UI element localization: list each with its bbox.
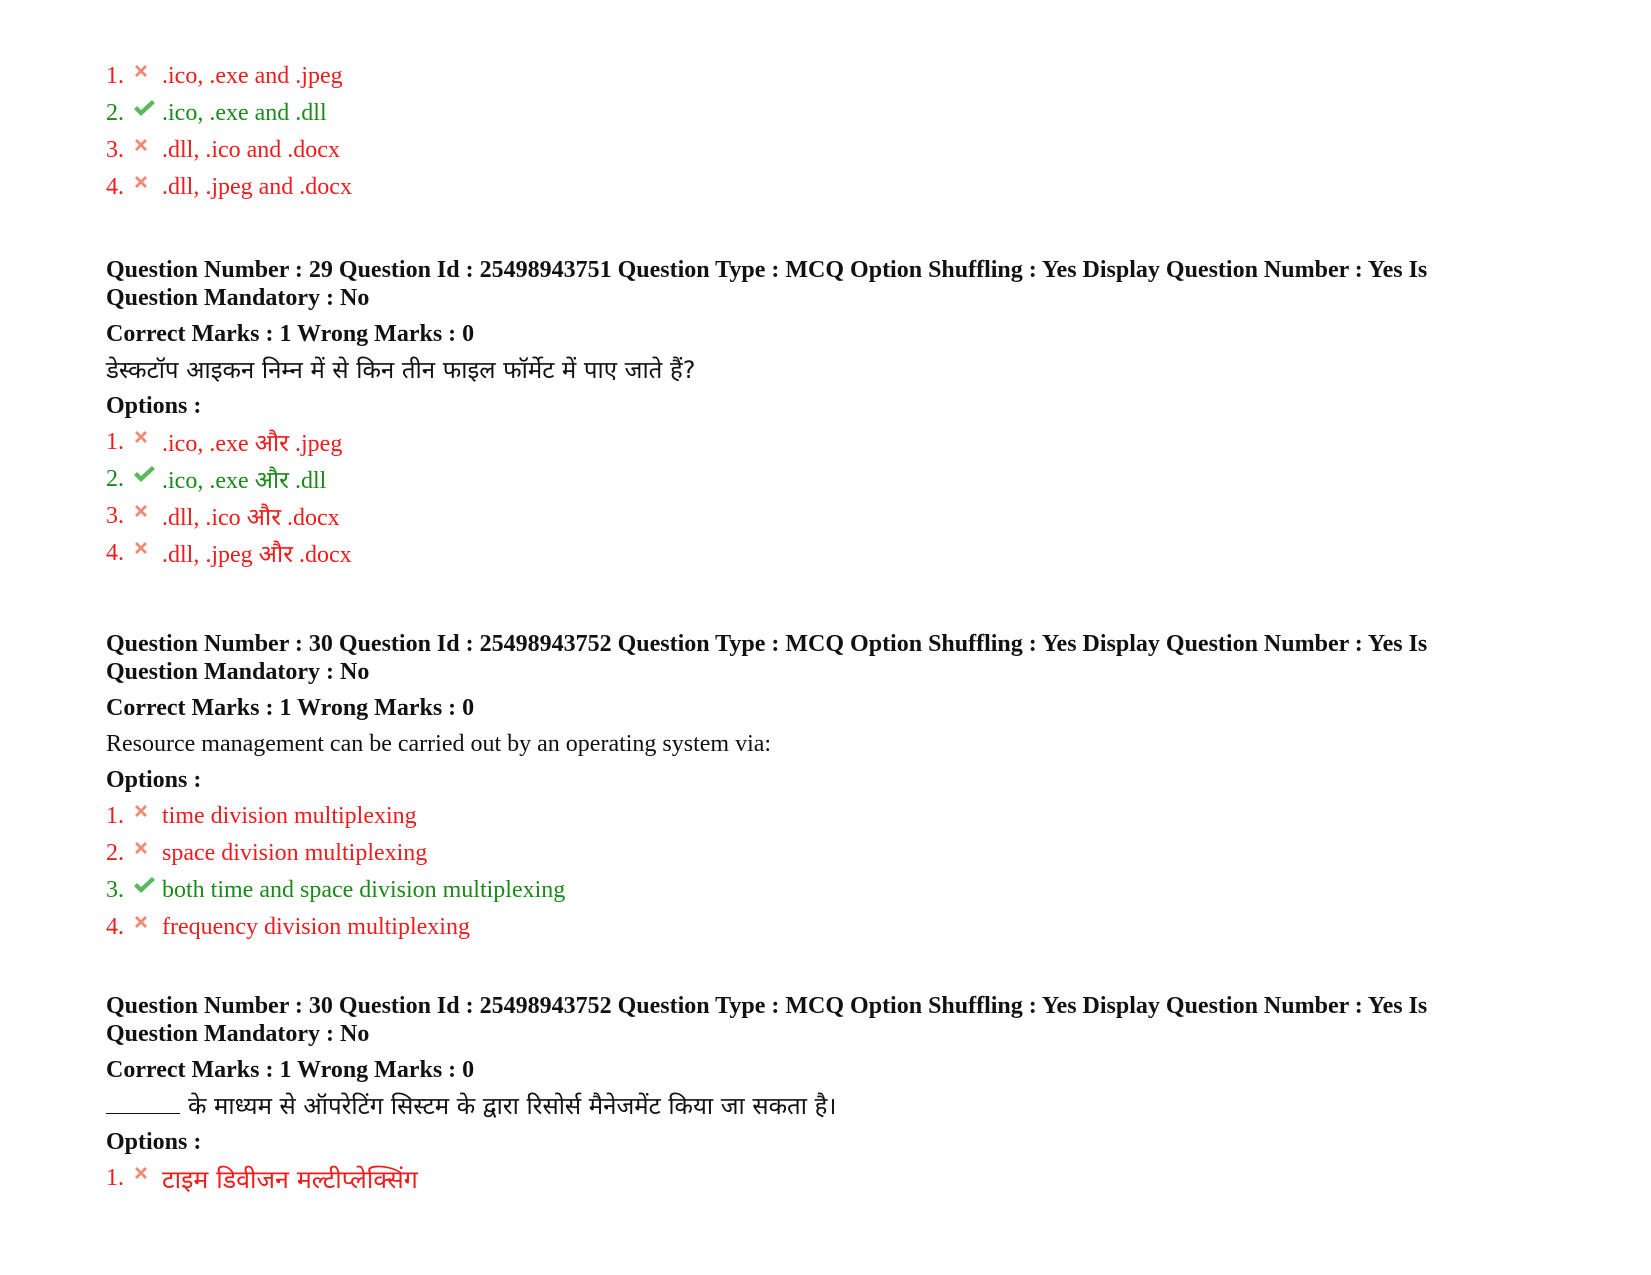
option-text: time division multiplexing [162,803,417,829]
question-header-line: Question Mandatory : No [106,1021,370,1047]
question-header-line: Question Number : 30 Question Id : 25498943752 Question Type : MCQ Option Shuffling : Yes Display Question Number : Yes Is [106,631,1428,657]
cross-icon [132,502,162,520]
option-text: .dll, .ico और .docx [162,503,340,531]
question-marks: Correct Marks : 1 Wrong Marks : 0 [106,321,475,347]
option-text: .ico, .exe और .dll [162,466,327,494]
prev-question-options [106,58,1546,206]
question-block [106,992,1546,1197]
option-text: space division multiplexing [162,840,428,866]
options-label: Options : [106,393,202,419]
cross-icon [132,1164,162,1182]
option-number: 2. [106,100,124,126]
option-text: both time and space division multiplexing [162,877,566,903]
question-text: डेस्कटॉप आइकन निम्न में से किन तीन फाइल फॉर्मेट में पाए जाते हैं? [106,356,696,384]
option-row [106,424,1546,461]
question-header-line: Question Number : 29 Question Id : 25498943751 Question Type : MCQ Option Shuffling : Yes Display Question Number : Yes Is [106,257,1428,283]
option-text: .dll, .jpeg and .docx [162,174,352,200]
question-marks: Correct Marks : 1 Wrong Marks : 0 [106,1057,475,1083]
question-header [106,992,1546,1048]
option-number: 1. [106,1165,124,1191]
option-number: 1. [106,429,124,455]
option-row [106,461,1546,498]
option-number: 4. [106,540,124,566]
cross-icon [132,136,162,154]
cross-icon [132,428,162,446]
option-text: frequency division multiplexing [162,914,470,940]
question-text: के माध्यम से ऑपरेटिंग सिस्टम के द्वारा रिसोर्स मैनेजमेंट किया जा सकता है। [106,1090,1546,1122]
option-row [106,872,1546,909]
cross-icon [132,173,162,191]
option-text: .dll, .jpeg और .docx [162,540,352,568]
option-number: 2. [106,840,124,866]
option-row [106,798,1546,835]
cross-icon [132,62,162,80]
option-text: टाइम डिवीजन मल्टीप्लेक्सिंग [162,1164,418,1194]
check-icon [132,98,162,118]
option-number: 3. [106,503,124,529]
options-label: Options : [106,767,202,793]
question-header-line: Question Number : 30 Question Id : 25498943752 Question Type : MCQ Option Shuffling : Yes Display Question Number : Yes Is [106,993,1428,1019]
option-row [106,535,1546,572]
check-icon [132,464,162,484]
question-block [106,256,1546,572]
option-row [106,1160,1546,1197]
option-row [106,95,1546,132]
option-number: 4. [106,174,124,200]
option-row [106,835,1546,872]
option-text: .ico, .exe और .jpeg [162,429,343,457]
question-header-line: Question Mandatory : No [106,659,370,685]
option-row [106,909,1546,946]
fill-in-blank [106,1091,180,1114]
option-number: 3. [106,137,124,163]
check-icon [132,875,162,895]
option-number: 3. [106,877,124,903]
question-header [106,630,1546,686]
question-text: Resource management can be carried out by an operating system via: [106,731,772,757]
question-header-line: Question Mandatory : No [106,285,370,311]
question-block [106,630,1546,946]
option-row [106,58,1546,95]
question-marks: Correct Marks : 1 Wrong Marks : 0 [106,695,475,721]
option-number: 4. [106,914,124,940]
cross-icon [132,539,162,557]
cross-icon [132,802,162,820]
cross-icon [132,913,162,931]
option-text: .ico, .exe and .jpeg [162,63,343,89]
option-row [106,132,1546,169]
option-text: .ico, .exe and .dll [162,100,327,126]
option-number: 1. [106,803,124,829]
option-number: 1. [106,63,124,89]
option-number: 2. [106,466,124,492]
option-text: .dll, .ico and .docx [162,137,340,163]
option-row [106,169,1546,206]
option-row [106,498,1546,535]
cross-icon [132,839,162,857]
options-label: Options : [106,1129,202,1155]
question-header [106,256,1546,312]
